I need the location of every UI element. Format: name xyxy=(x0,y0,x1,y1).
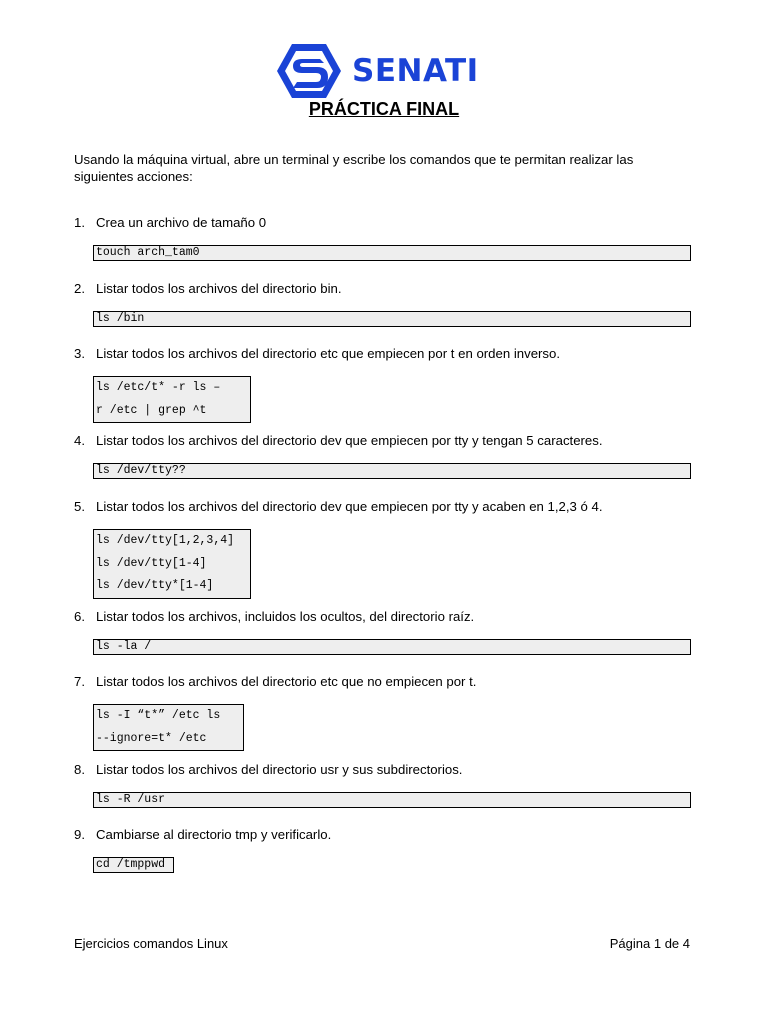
exercise-question xyxy=(74,608,474,625)
answer-box xyxy=(93,245,691,261)
answer-box xyxy=(93,463,691,479)
exercise-text: Listar todos los archivos del directorio etc que no empiecen por t. xyxy=(96,674,477,689)
exercise-number: 1. xyxy=(74,215,85,230)
answer-box xyxy=(93,792,691,808)
answer-command-line: cd /tmppwd xyxy=(96,858,166,871)
exercise-question xyxy=(74,826,331,843)
answer-command-line: ls -la / xyxy=(96,640,152,653)
exercise-question xyxy=(74,345,560,362)
exercise-number: 5. xyxy=(74,499,85,514)
exercise-question xyxy=(74,280,342,297)
exercise-question xyxy=(74,432,603,449)
answer-command-line: ls -R /usr xyxy=(96,793,166,806)
answer-box xyxy=(93,376,251,423)
answer-command-line: ls /dev/tty*[1-4] xyxy=(96,579,214,592)
exercise-number: 2. xyxy=(74,281,85,296)
exercise-question xyxy=(74,498,603,515)
answer-command-line: touch arch_tam0 xyxy=(96,246,200,259)
exercise-number: 9. xyxy=(74,827,85,842)
answer-box xyxy=(93,639,691,655)
exercise-question xyxy=(74,673,476,690)
exercise-number: 7. xyxy=(74,674,85,689)
senati-logo xyxy=(276,42,479,100)
exercise-number: 8. xyxy=(74,762,85,777)
footer-left: Ejercicios comandos Linux xyxy=(74,936,228,951)
intro-text: Usando la máquina virtual, abre un terminal y escribe los comandos que te permitan realizar las siguientes acciones: xyxy=(74,152,634,184)
answer-command-line: ls /bin xyxy=(96,312,145,325)
exercise-text: Listar todos los archivos del directorio dev que empiecen por tty y acaben en 1,2,3 ó 4. xyxy=(96,499,603,514)
logo-wordmark: SENATI xyxy=(352,53,479,89)
exercise-text: Listar todos los archivos del directorio etc que empiecen por t en orden inverso. xyxy=(96,346,561,361)
answer-command-line: ls /dev/tty[1-4] xyxy=(96,556,207,570)
exercise-question xyxy=(74,214,266,231)
answer-command-line: ls /etc/t* -r ls – xyxy=(96,381,221,394)
answer-command-line: ls /dev/tty?? xyxy=(96,464,186,477)
exercise-number: 3. xyxy=(74,346,85,361)
exercise-number: 4. xyxy=(74,433,85,448)
answer-box xyxy=(93,311,691,327)
exercise-text: Crea un archivo de tamaño 0 xyxy=(96,215,267,230)
exercise-question xyxy=(74,761,462,778)
exercise-number: 6. xyxy=(74,609,85,624)
answer-command-line: ls /dev/tty[1,2,3,4] xyxy=(96,534,235,547)
exercise-text: Cambiarse al directorio tmp y verificarlo. xyxy=(96,827,332,842)
answer-command-line: ls -I “t*” /etc ls xyxy=(96,709,221,722)
answer-command-line: --ignore=t* /etc xyxy=(96,731,207,745)
page-title: PRÁCTICA FINAL xyxy=(308,99,460,119)
footer-page-number: Página 1 de 4 xyxy=(609,936,690,951)
exercise-text: Listar todos los archivos del directorio usr y sus subdirectorios. xyxy=(96,762,463,777)
senati-hexagon-icon xyxy=(276,42,342,100)
answer-box xyxy=(93,857,174,873)
exercise-text: Listar todos los archivos del directorio dev que empiecen por tty y tengan 5 caracteres. xyxy=(96,433,603,448)
answer-box xyxy=(93,529,251,599)
answer-box xyxy=(93,704,244,751)
exercise-text: Listar todos los archivos, incluidos los ocultos, del directorio raíz. xyxy=(96,609,475,624)
exercise-text: Listar todos los archivos del directorio bin. xyxy=(96,281,342,296)
answer-command-line: r /etc | grep ^t xyxy=(96,403,207,417)
